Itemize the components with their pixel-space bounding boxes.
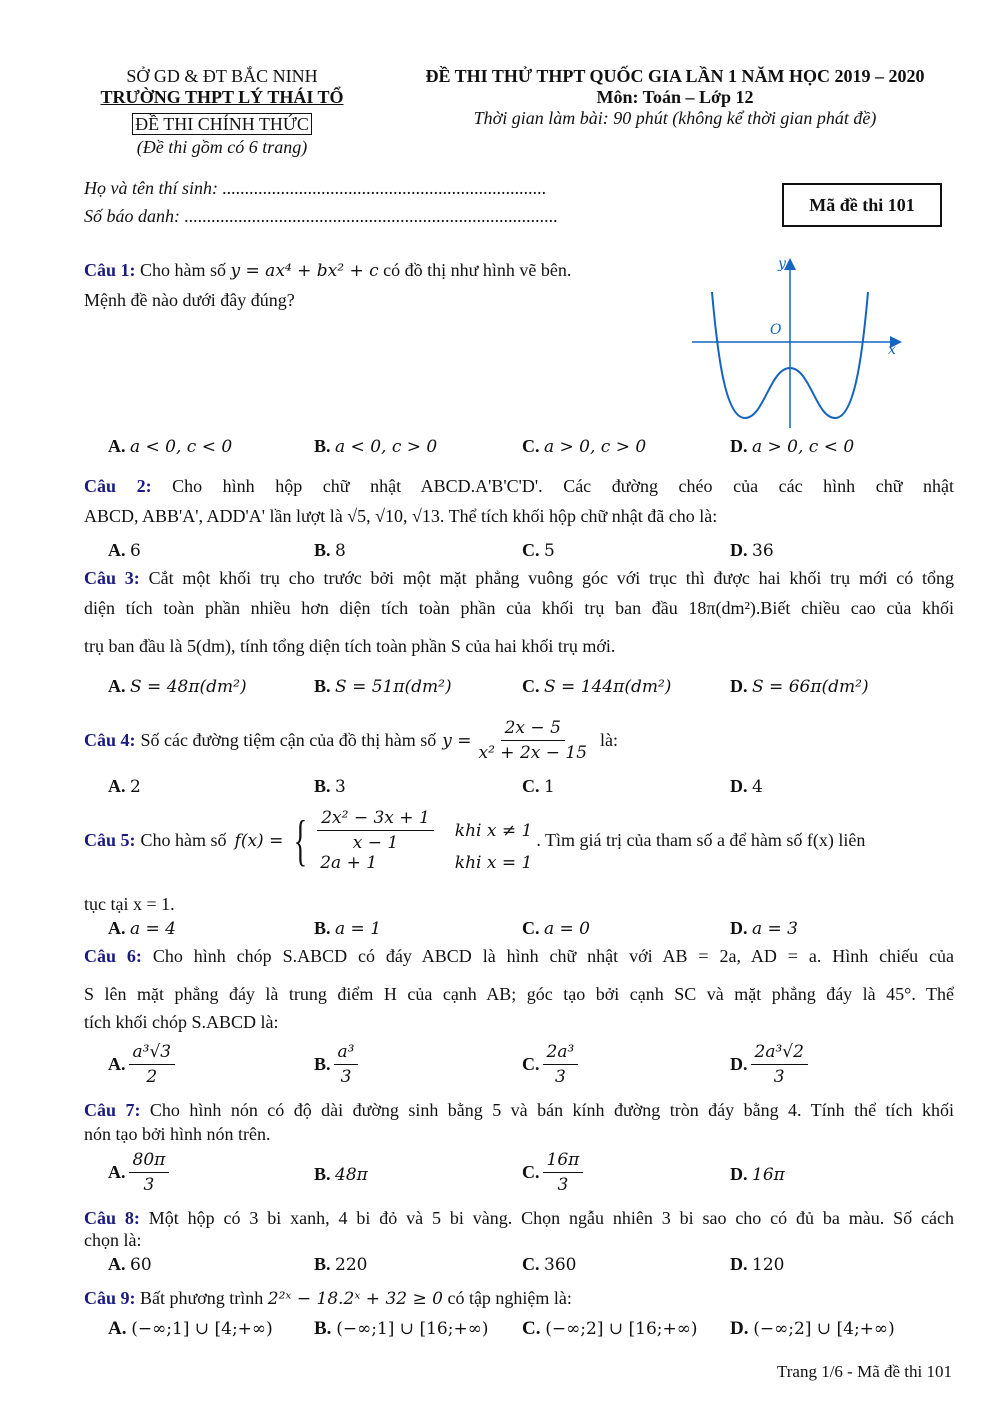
q5-option-c: C. a = 0 bbox=[522, 918, 591, 939]
q7-line-2: nón tạo bởi hình nón trên. bbox=[84, 1124, 271, 1144]
page-footer: Trang 1/6 - Mã đề thi 101 bbox=[776, 1362, 952, 1381]
q6-line-2: S lên mặt phẳng đáy là trung điểm H của cạnh AB; góc tạo bởi cạnh SC và mặt phẳng đáy là 45°. Thể bbox=[84, 984, 954, 1004]
q2-text: Cho hình hộp chữ nhật ABCD.A'B'C'D'. Các đường chéo của các hình chữ nhật bbox=[172, 476, 954, 496]
q2-option-a: A. 6 bbox=[108, 540, 141, 561]
q4-text-2: là: bbox=[600, 730, 619, 750]
q5-line-2: tục tại x = 1. bbox=[84, 894, 175, 914]
q1-text-2: có đồ thị như hình vẽ bên. bbox=[383, 260, 572, 280]
origin-label: O bbox=[770, 322, 782, 338]
q1-option-d: D. a > 0, c < 0 bbox=[730, 436, 855, 457]
q6-option-c: C. $\frac{\text{2a³}}{3}$ bbox=[522, 1042, 581, 1087]
q7-label: Câu 7: bbox=[84, 1100, 141, 1120]
q1-text: Cho hàm số bbox=[140, 260, 227, 280]
q8-option-c: C. 360 bbox=[522, 1254, 577, 1275]
q5-label: Câu 5: bbox=[84, 830, 136, 850]
x-axis-label: x bbox=[888, 342, 896, 358]
q3-line-2: diện tích toàn phần nhiều hơn diện tích toàn phần của khối trụ ban đầu 18π(dm²).Biết chiều cao của khối bbox=[84, 598, 954, 618]
q5-piecewise bbox=[314, 808, 532, 873]
q9-text: Bất phương trình bbox=[140, 1288, 264, 1308]
question-3 bbox=[84, 568, 954, 589]
question-6 bbox=[84, 946, 954, 967]
question-5: Câu 5: Cho hàm số f(x) = { $\frac{\text{2x² − 3x + 1}}{x - 1}$ khi x ≠ 1 2a + 1 khi x = 1 . Tìm giá trị của tham số a để hàm số f(x) liên bbox=[84, 808, 866, 873]
y-axis-label: y bbox=[778, 256, 786, 272]
q2-option-d: D. 36 bbox=[730, 540, 774, 561]
q4-fraction bbox=[474, 718, 591, 763]
question-8 bbox=[84, 1208, 954, 1229]
q9-text-2: có tập nghiệm là: bbox=[447, 1288, 572, 1308]
official-exam-box bbox=[132, 114, 312, 135]
q9-inequality: 2²ˣ − 18.2ˣ + 32 ≥ 0 bbox=[267, 1289, 443, 1309]
q1-graph bbox=[690, 250, 910, 430]
q7-option-b: B. 48π bbox=[314, 1164, 368, 1185]
q5-option-b: B. a = 1 bbox=[314, 918, 382, 939]
q6-option-d: D. $\frac{\text{2a³√2}}{3}$ bbox=[730, 1042, 811, 1087]
q4-denominator: x² + 2x − 15 bbox=[478, 743, 588, 763]
q8-label: Câu 8: bbox=[84, 1208, 140, 1228]
q8-line-2: chọn là: bbox=[84, 1230, 142, 1250]
question-7 bbox=[84, 1100, 954, 1121]
q8-text: Một hộp có 3 bi xanh, 4 bi đỏ và 5 bi vàng. Chọn ngẫu nhiên 3 bi sao cho có đủ ba màu. Số cách bbox=[148, 1208, 954, 1228]
q8-option-d: D. 120 bbox=[730, 1254, 785, 1275]
exam-code: Mã đề thi 101 bbox=[809, 194, 915, 215]
q1-option-a: A. a < 0, c < 0 bbox=[108, 436, 233, 457]
department-name: SỞ GD & ĐT BẮC NINH bbox=[126, 66, 318, 86]
q4-lhs: y = bbox=[442, 730, 472, 751]
q3-option-b: B. S = 51π(dm²) bbox=[314, 676, 452, 697]
question-2 bbox=[84, 476, 954, 497]
q8-option-a: A. 60 bbox=[108, 1254, 152, 1275]
q2-option-c: C. 5 bbox=[522, 540, 555, 561]
header-left bbox=[84, 66, 360, 158]
exam-time: Thời gian làm bài: 90 phút (không kể thời gian phát đề) bbox=[473, 108, 877, 128]
q3-option-a: A. S = 48π(dm²) bbox=[108, 676, 247, 697]
q7-option-c: C. $\frac{16\pi}{3}$ bbox=[522, 1150, 586, 1195]
q2-line-2: ABCD, ABB'A', ADD'A' lần lượt là √5, √10, √13. Thể tích khối hộp chữ nhật đã cho là: bbox=[84, 506, 718, 526]
q6-text: Cho hình chóp S.ABCD có đáy ABCD là hình chữ nhật với AB = 2a, AD = a. Hình chiếu của bbox=[152, 946, 955, 966]
q9-option-d: D. (−∞;2] ∪ [4;+∞) bbox=[730, 1318, 895, 1339]
q6-option-b: B. $\frac{\text{a³}}{3}$ bbox=[314, 1042, 361, 1087]
q4-text: Số các đường tiệm cận của đồ thị hàm số bbox=[140, 730, 437, 750]
q9-option-a: A. (−∞;1] ∪ [4;+∞) bbox=[108, 1318, 273, 1339]
exam-code-box bbox=[782, 183, 942, 227]
q4-numerator: 2x − 5 bbox=[501, 718, 565, 741]
q6-option-a: A. $\frac{\text{a³√3}}{2}$ bbox=[108, 1042, 178, 1087]
q5-case1-denominator: x − 1 bbox=[352, 833, 399, 853]
q3-option-d: D. S = 66π(dm²) bbox=[730, 676, 869, 697]
q3-label: Câu 3: bbox=[84, 568, 140, 588]
q3-option-c: C. S = 144π(dm²) bbox=[522, 676, 672, 697]
header-right bbox=[390, 66, 960, 129]
student-id-field: Số báo danh: ................................................................................... bbox=[84, 206, 558, 226]
q3-text: Cắt một khối trụ cho trước bởi một mặt phẳng vuông góc với trục thì được hai khối trụ mới có tổng bbox=[148, 568, 955, 588]
q4-option-a: A. 2 bbox=[108, 776, 141, 797]
q5-option-d: D. a = 3 bbox=[730, 918, 799, 939]
q1-question: Mệnh đề nào dưới đây đúng? bbox=[84, 290, 295, 310]
question-9 bbox=[84, 1288, 572, 1309]
q1-function: y = ax⁴ + bx² + c bbox=[230, 261, 379, 281]
q7-text: Cho hình nón có độ dài đường sinh bằng 5 và bán kính đường tròn đáy bằng 4. Tính thể tích khối bbox=[149, 1100, 955, 1120]
q5-text-2: . Tìm giá trị của tham số a để hàm số f(x) liên bbox=[536, 830, 866, 850]
question-4 bbox=[84, 718, 618, 763]
official-exam-label: ĐỀ THI CHÍNH THỨC bbox=[132, 113, 312, 135]
q1-label: Câu 1: bbox=[84, 260, 136, 280]
page-count-note: (Đề thi gồm có 6 trang) bbox=[136, 137, 308, 157]
q1-option-c: C. a > 0, c > 0 bbox=[522, 436, 647, 457]
q4-option-b: B. 3 bbox=[314, 776, 346, 797]
q2-label: Câu 2: bbox=[84, 476, 152, 496]
q6-line-3: tích khối chóp S.ABCD là: bbox=[84, 1012, 279, 1032]
q5-text: Cho hàm số bbox=[140, 830, 227, 850]
q5-case-1 bbox=[317, 808, 434, 853]
q4-label: Câu 4: bbox=[84, 730, 136, 750]
q5-case2-condition: khi x = 1 bbox=[454, 853, 533, 873]
q5-lhs: f(x) = bbox=[234, 830, 284, 851]
q5-option-a: A. a = 4 bbox=[108, 918, 177, 939]
q3-line-3: trụ ban đầu là 5(dm), tính tổng diện tích toàn phần S của hai khối trụ mới. bbox=[84, 636, 616, 656]
q9-option-c: C. (−∞;2] ∪ [16;+∞) bbox=[522, 1318, 698, 1339]
q8-option-b: B. 220 bbox=[314, 1254, 368, 1275]
q4-option-d: D. 4 bbox=[730, 776, 763, 797]
q2-option-b: B. 8 bbox=[314, 540, 346, 561]
school-name: TRƯỜNG THPT LÝ THÁI TỔ bbox=[100, 87, 344, 107]
q6-label: Câu 6: bbox=[84, 946, 142, 966]
q5-case1-numerator: 2x² − 3x + 1 bbox=[317, 808, 434, 831]
question-1 bbox=[84, 260, 571, 281]
q9-label: Câu 9: bbox=[84, 1288, 136, 1308]
q1-option-b: B. a < 0, c > 0 bbox=[314, 436, 438, 457]
q9-option-b: B. (−∞;1] ∪ [16;+∞) bbox=[314, 1318, 489, 1339]
exam-subject: Môn: Toán – Lớp 12 bbox=[596, 87, 754, 107]
q7-option-a: A. $\frac{80\pi}{3}$ bbox=[108, 1150, 172, 1195]
q4-option-c: C. 1 bbox=[522, 776, 555, 797]
q7-option-d: D. 16π bbox=[730, 1164, 785, 1185]
student-name-field: Họ và tên thí sinh: ........................................................................ bbox=[84, 178, 547, 198]
q5-case-2: 2a + 1 bbox=[320, 853, 378, 873]
exam-title: ĐỀ THI THỬ THPT QUỐC GIA LẦN 1 NĂM HỌC 2019 – 2020 bbox=[425, 66, 925, 86]
q5-case1-condition: khi x ≠ 1 bbox=[454, 820, 533, 841]
